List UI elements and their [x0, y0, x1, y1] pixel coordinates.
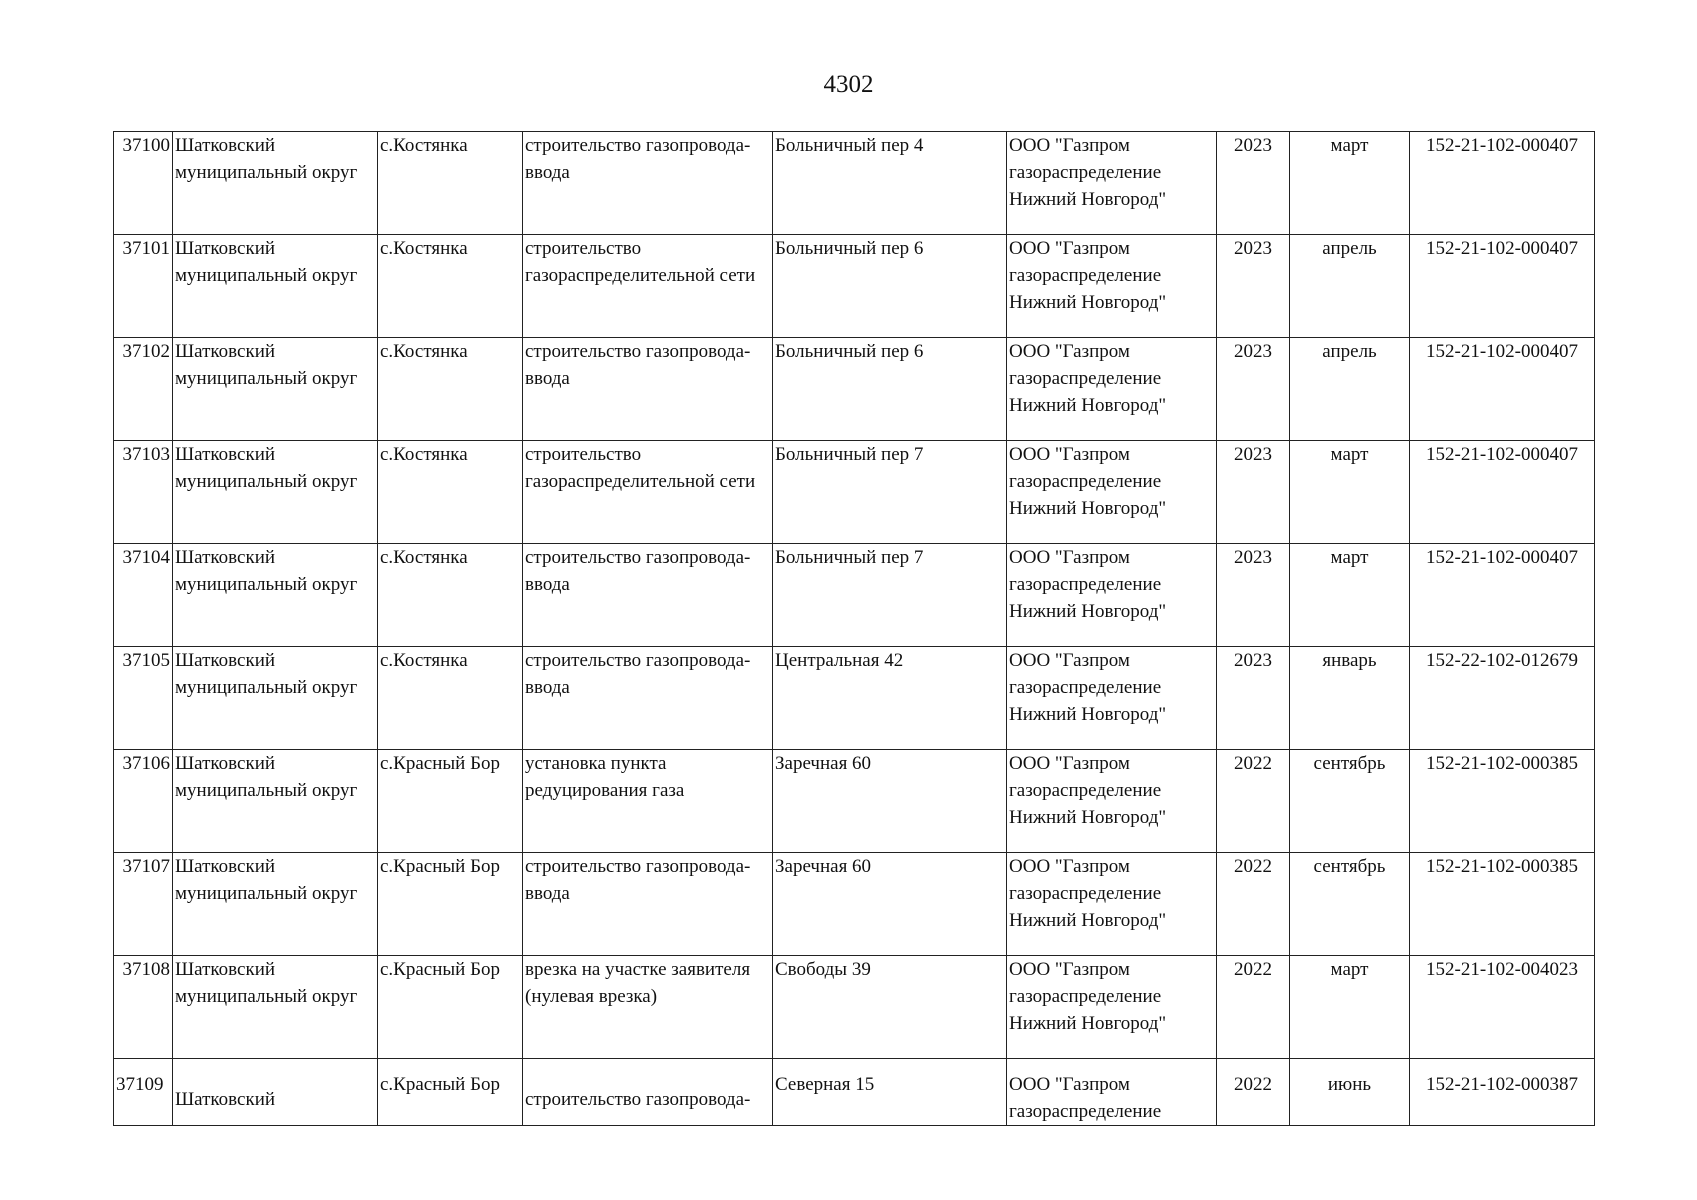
district-cell: Шатковский муниципальный округ [173, 338, 378, 441]
address-cell: Больничный пер 6 [773, 235, 1007, 338]
work-type-cell: установка пункта редуцирования газа [523, 750, 773, 853]
month-cell: июнь [1290, 1059, 1410, 1126]
table-row [114, 853, 1595, 956]
address-cell: Центральная 42 [773, 647, 1007, 750]
year-cell: 2022 [1217, 1059, 1290, 1126]
address-cell: Больничный пер 6 [773, 338, 1007, 441]
work-type-cell: строительство газопровода- ввода [523, 544, 773, 647]
address-cell: Больничный пер 4 [773, 132, 1007, 235]
table-row [114, 235, 1595, 338]
work-type-cell: строительство газопровода- ввода [523, 338, 773, 441]
locality-cell: с.Костянка [378, 441, 523, 544]
locality-cell: с.Красный Бор [378, 956, 523, 1059]
organization-cell: ООО "Газпром газораспределение Нижний Новгород" [1007, 132, 1217, 235]
organization-cell: ООО "Газпром газораспределение Нижний Новгород" [1007, 647, 1217, 750]
work-type-cell: врезка на участке заявителя (нулевая врезка) [523, 956, 773, 1059]
row-number: 37104 [114, 544, 173, 647]
code-cell: 152-21-102-000407 [1410, 544, 1595, 647]
work-type-cell: строительство газопровода- ввода [523, 647, 773, 750]
table-row [114, 441, 1595, 544]
year-cell: 2023 [1217, 132, 1290, 235]
table-row [114, 647, 1595, 750]
address-cell: Заречная 60 [773, 853, 1007, 956]
table-row [114, 132, 1595, 235]
address-cell: Свободы 39 [773, 956, 1007, 1059]
locality-cell: с.Костянка [378, 647, 523, 750]
row-number: 37106 [114, 750, 173, 853]
work-type-cell: строительство газопровода- [523, 1059, 773, 1126]
row-number: 37109 [114, 1059, 173, 1126]
locality-cell: с.Красный Бор [378, 1059, 523, 1126]
code-cell: 152-21-102-000385 [1410, 853, 1595, 956]
year-cell: 2023 [1217, 544, 1290, 647]
district-cell: Шатковский муниципальный округ [173, 647, 378, 750]
code-cell: 152-21-102-004023 [1410, 956, 1595, 1059]
month-cell: март [1290, 544, 1410, 647]
month-cell: январь [1290, 647, 1410, 750]
table-row [114, 750, 1595, 853]
district-cell: Шатковский муниципальный округ [173, 544, 378, 647]
organization-cell: ООО "Газпром газораспределение Нижний Новгород" [1007, 235, 1217, 338]
district-cell: Шатковский муниципальный округ [173, 956, 378, 1059]
code-cell: 152-22-102-012679 [1410, 647, 1595, 750]
district-cell: Шатковский муниципальный округ [173, 235, 378, 338]
organization-cell: ООО "Газпром газораспределение Нижний Новгород" [1007, 338, 1217, 441]
row-number: 37103 [114, 441, 173, 544]
month-cell: апрель [1290, 338, 1410, 441]
year-cell: 2023 [1217, 441, 1290, 544]
code-cell: 152-21-102-000407 [1410, 338, 1595, 441]
registry-body [114, 132, 1595, 1126]
row-number: 37102 [114, 338, 173, 441]
year-cell: 2023 [1217, 338, 1290, 441]
page-number: 4302 [823, 71, 874, 98]
locality-cell: с.Костянка [378, 132, 523, 235]
work-type-cell: строительство газораспределительной сети [523, 235, 773, 338]
row-number: 37100 [114, 132, 173, 235]
month-cell: март [1290, 441, 1410, 544]
year-cell: 2023 [1217, 235, 1290, 338]
row-number: 37107 [114, 853, 173, 956]
district-cell: Шатковский муниципальный округ [173, 750, 378, 853]
work-type-cell: строительство газораспределительной сети [523, 441, 773, 544]
district-cell: Шатковский [173, 1059, 378, 1126]
code-cell: 152-21-102-000407 [1410, 235, 1595, 338]
year-cell: 2022 [1217, 956, 1290, 1059]
code-cell: 152-21-102-000385 [1410, 750, 1595, 853]
row-number: 37108 [114, 956, 173, 1059]
month-cell: апрель [1290, 235, 1410, 338]
row-number: 37105 [114, 647, 173, 750]
month-cell: сентябрь [1290, 750, 1410, 853]
organization-cell: ООО "Газпром газораспределение [1007, 1059, 1217, 1126]
year-cell: 2022 [1217, 750, 1290, 853]
month-cell: сентябрь [1290, 853, 1410, 956]
district-cell: Шатковский муниципальный округ [173, 441, 378, 544]
locality-cell: с.Костянка [378, 544, 523, 647]
code-cell: 152-21-102-000387 [1410, 1059, 1595, 1126]
work-type-cell: строительство газопровода- ввода [523, 132, 773, 235]
year-cell: 2022 [1217, 853, 1290, 956]
address-cell: Заречная 60 [773, 750, 1007, 853]
locality-cell: с.Костянка [378, 235, 523, 338]
organization-cell: ООО "Газпром газораспределение Нижний Новгород" [1007, 544, 1217, 647]
organization-cell: ООО "Газпром газораспределение Нижний Новгород" [1007, 441, 1217, 544]
table-row [114, 544, 1595, 647]
month-cell: март [1290, 132, 1410, 235]
code-cell: 152-21-102-000407 [1410, 441, 1595, 544]
organization-cell: ООО "Газпром газораспределение Нижний Новгород" [1007, 853, 1217, 956]
organization-cell: ООО "Газпром газораспределение Нижний Новгород" [1007, 956, 1217, 1059]
district-cell: Шатковский муниципальный округ [173, 132, 378, 235]
row-number: 37101 [114, 235, 173, 338]
table-row [114, 956, 1595, 1059]
year-cell: 2023 [1217, 647, 1290, 750]
address-cell: Больничный пер 7 [773, 441, 1007, 544]
table-row [114, 1059, 1595, 1126]
table-row [114, 338, 1595, 441]
locality-cell: с.Красный Бор [378, 853, 523, 956]
locality-cell: с.Красный Бор [378, 750, 523, 853]
month-cell: март [1290, 956, 1410, 1059]
code-cell: 152-21-102-000407 [1410, 132, 1595, 235]
district-cell: Шатковский муниципальный округ [173, 853, 378, 956]
work-type-cell: строительство газопровода- ввода [523, 853, 773, 956]
registry-table [113, 131, 1595, 1126]
address-cell: Северная 15 [773, 1059, 1007, 1126]
locality-cell: с.Костянка [378, 338, 523, 441]
organization-cell: ООО "Газпром газораспределение Нижний Новгород" [1007, 750, 1217, 853]
address-cell: Больничный пер 7 [773, 544, 1007, 647]
